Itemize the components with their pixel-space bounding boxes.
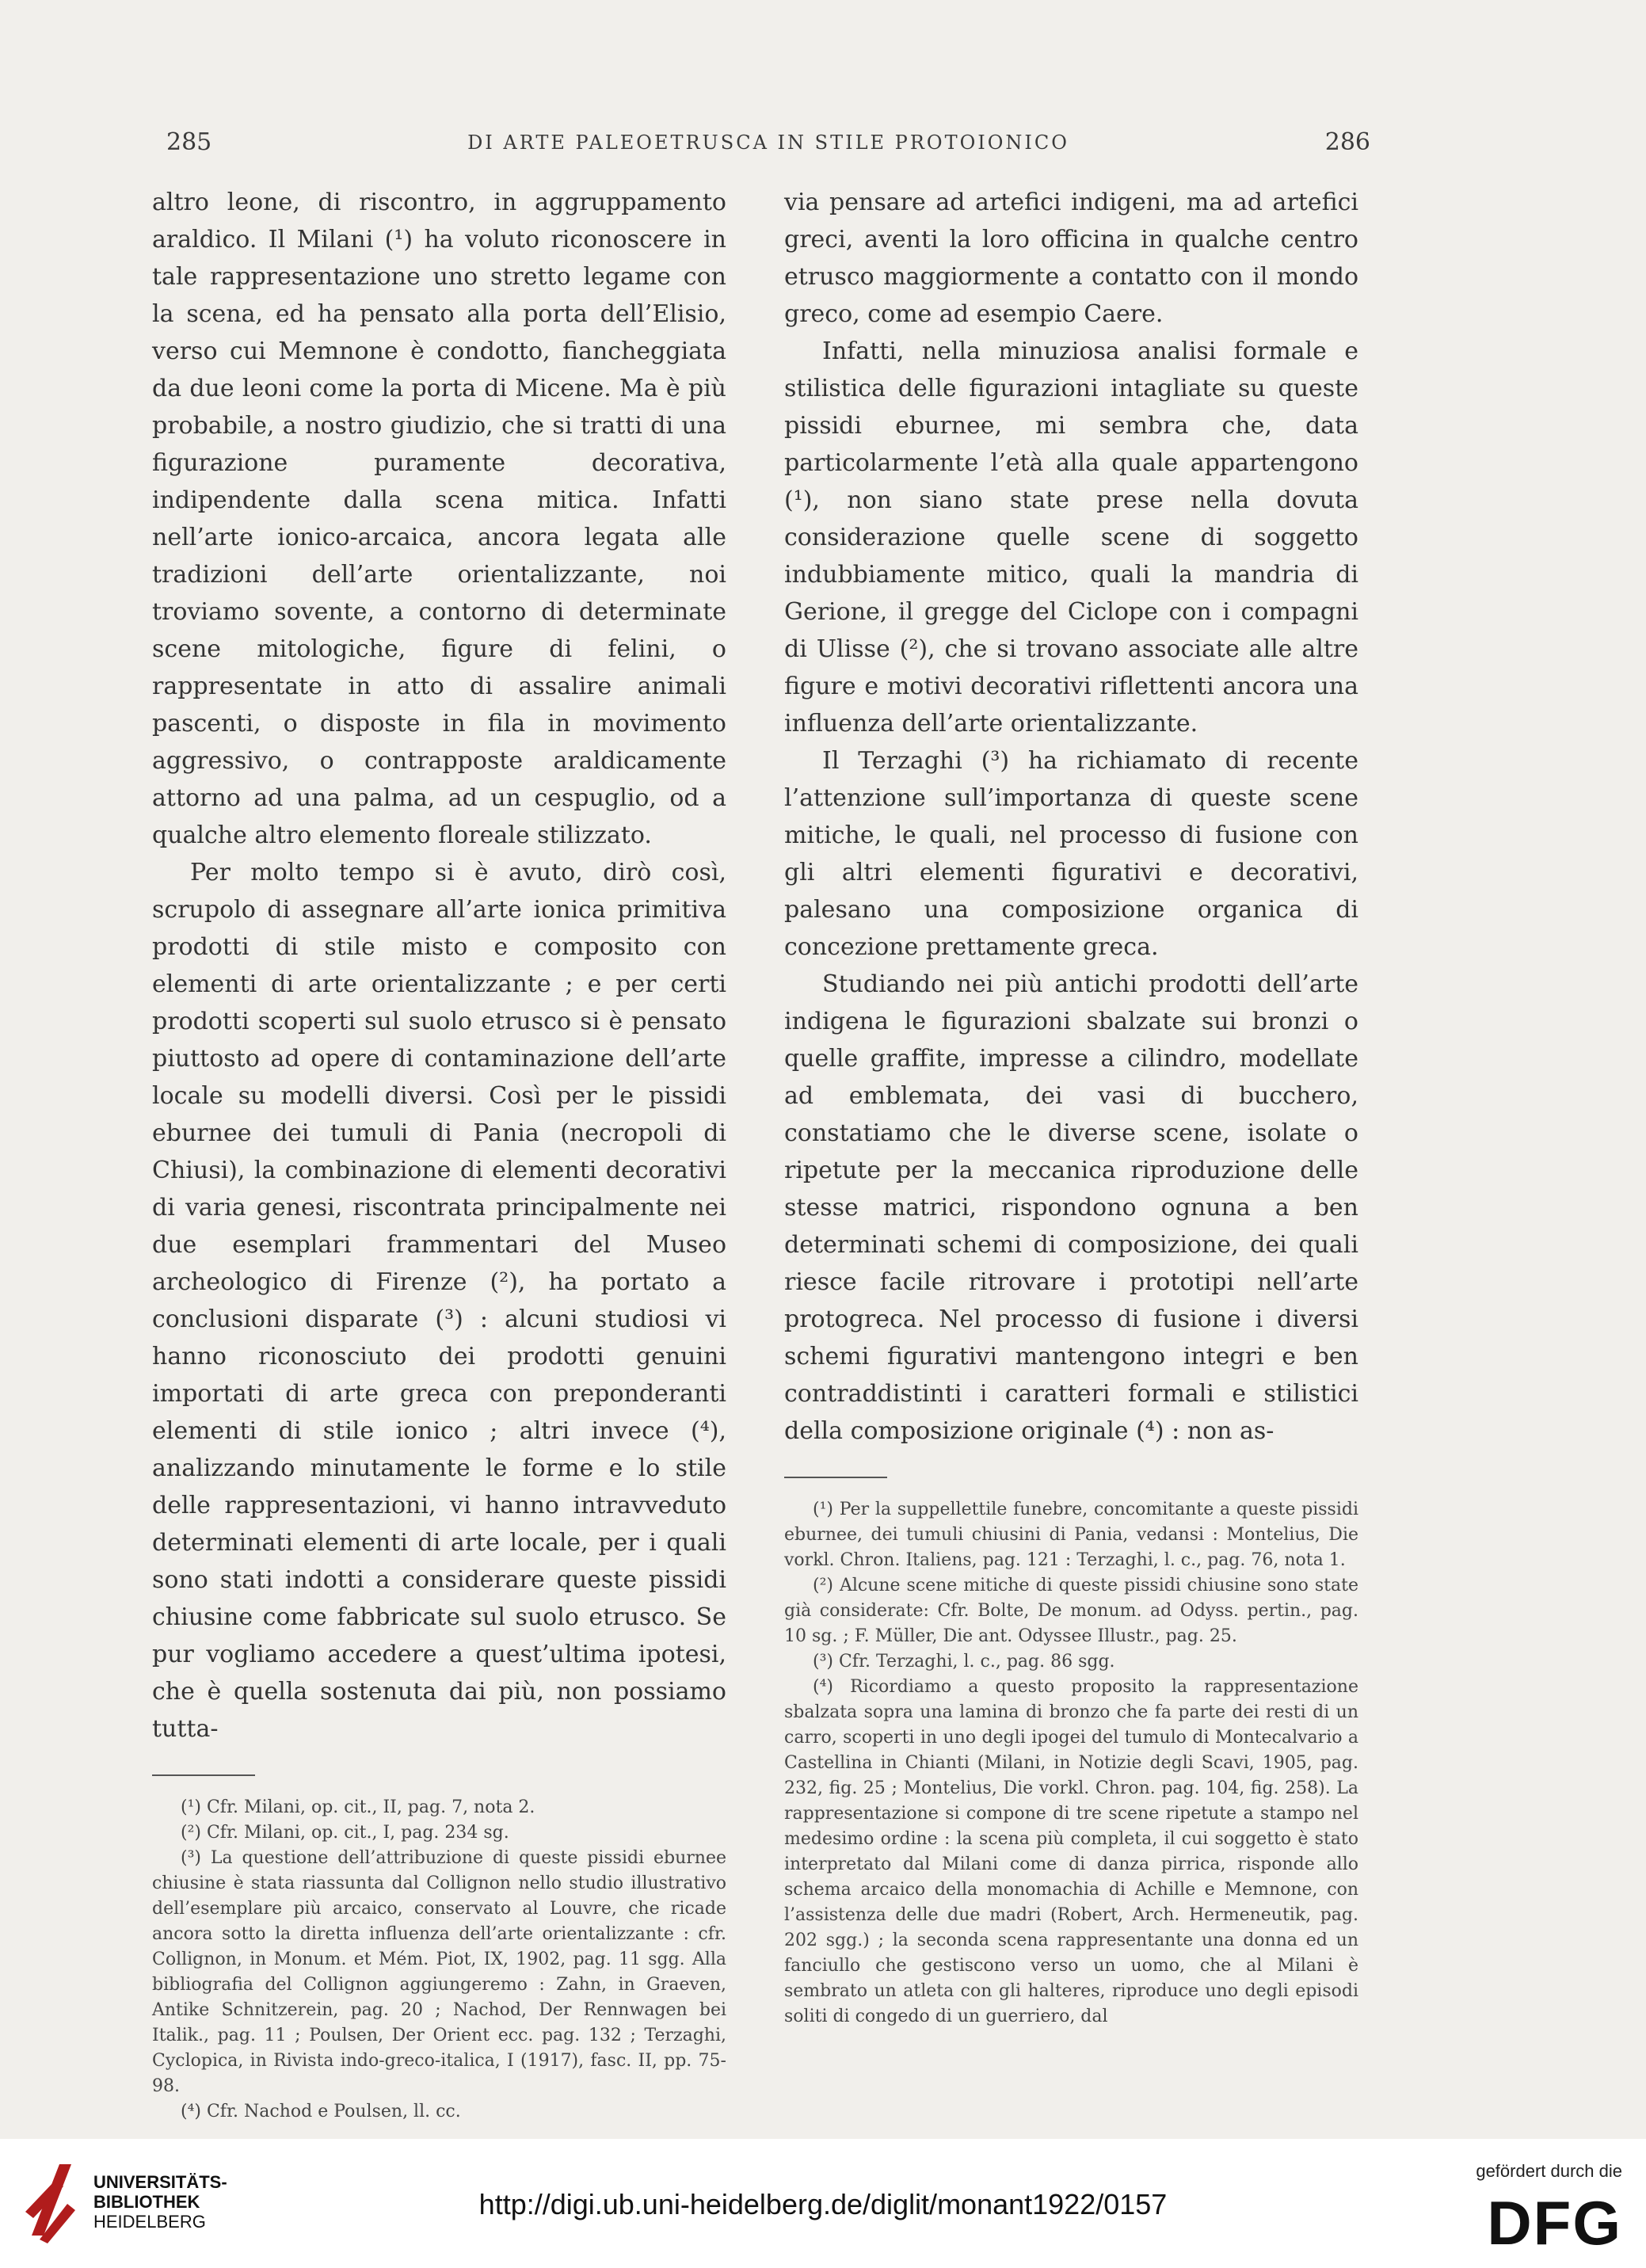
library-name: UNIVERSITÄTS- BIBLIOTHEK HEIDELBERG [93,2172,227,2232]
body-paragraph: altro leone, di riscontro, in aggruppamento araldico. Il Milani (¹) ha voluto riconoscere in tale rappresentazione uno stretto legame con la scena, ed ha pensato alla porta dell’Elisio, verso cui Memnone è condotto, fiancheggiata da due leoni come la porta di Micene. Ma è più probabile, a nostro giudizio, che si tratti di una figurazione puramente decorativa, indipendente dalla scena mitica. Infatti nell’arte ionico-arcaica, ancora legata alle tradizioni dell’arte orientalizzante, noi troviamo sovente, a contorno di determinate scene mitologiche, figure di felini, o rappresentate in atto di assalire animali pascenti, o disposte in fila in movimento aggressivo, o contrapposte araldicamente attorno ad una palma, ad un cespuglio, od a qualche altro elemento floreale stilizzato. [152,189,726,849]
footnote: (³) La questione dell’attribuzione di queste pissidi eburnee chiusine è stata riassunta dal Collignon nello studio illustrativo dell’esemplare più arcaico, conservato al Louvre, che ricade ancora sotto la diretta influenza dell’arte orientalizzante : cfr. Collignon, in Monum. et Mém. Piot, IX, 1902, pag. 11 sgg. Alla bibliografia del Collignon aggiungeremo : Zahn, in Graeven, Antike Schnitzerein, pag. 20 ; Nachod, Der Rennwagen bei Italik., pag. 11 ; Poulsen, Der Orient ecc. pag. 132 ; Terzaghi, Cyclopica, in Rivista indo-greco-italica, I (1917), fasc. II, pp. 75-98. [152,1848,726,2096]
footnote: (¹) Cfr. Milani, op. cit., II, pag. 7, nota 2. [181,1797,535,1817]
running-title: DI ARTE PALEOETRUSCA IN STILE PROTOIONICO [467,132,1069,154]
digitization-footer [0,2139,1646,2268]
page-header [166,128,1370,168]
body-paragraph: Infatti, nella minuziosa analisi formale e stilistica delle figurazioni intagliate su queste pissidi eburnee, mi sembra che, data particolarmente l’età alla quale appartengono (¹), non siano state prese nella dovuta considerazione quelle scene di soggetto indubbiamente mitico, quali la mandria di Gerione, il gregge del Ciclope con i compagni di Ulisse (²), che si trovano associate alle altre figure e motivi decorativi riflettenti ancora una influenza dell’arte orientalizzante. [784,337,1358,738]
body-paragraph: Per molto tempo si è avuto, dirò così, scrupolo di assegnare all’arte ionica primitiva prodotti di stile misto e composito con elementi di arte orientalizzante ; e per certi prodotti scoperti sul suolo etrusco si è pensato piuttosto ad opere di contaminazione dell’arte locale su modelli diversi. Così per le pissidi eburnee dei tumuli di Pania (necropoli di Chiusi), la combinazione di elementi decorativi di varia genesi, riscontrata principalmente nei due esemplari frammentari del Museo archeologico di Firenze (²), ha portato a conclusioni disparate (³) : alcuni studiosi vi hanno riconosciuto dei prodotti genuini importati di arte greca con preponderanti elementi di stile ionico ; altri invece (⁴), analizzando minutamente le forme e lo stile delle rappresentazioni, vi hanno intravveduto determinati elementi di arte locale, per i quali sono stati indotti a considerare queste pissidi chiusine come fabbricate sul suolo etrusco. Se pur vogliamo accedere a quest’ultima ipotesi, che è quella sostenuta dai più, non possiamo tutta- [152,859,726,1743]
page-number-right: 286 [1324,128,1370,156]
source-url-link[interactable]: http://digi.ub.uni-heidelberg.de/diglit/monant1922/0157 [478,2188,1168,2220]
footnote-divider [784,1477,887,1478]
body-paragraph: Il Terzaghi (³) ha richiamato di recente l’attenzione sull’importanza di queste scene mitiche, le quali, nel processo di fusione con gli altri elementi figurativi e decorativi, palesano una composizione organica di concezione prettamente greca. [784,747,1358,961]
funding-label: gefördert durch die [1476,2161,1622,2181]
left-column [152,184,726,2125]
footnote: (¹) Per la suppellettile funebre, concomitante a queste pissidi eburnee, dei tumuli chiusini di Pania, vedansi : Montelius, Die vorkl. Chron. Italiens, pag. 121 : Terzaghi, l. c., pag. 76, nota 1. [784,1500,1358,1570]
footnote: (⁴) Cfr. Nachod e Poulsen, ll. cc. [181,2102,461,2121]
dfg-logo: DFG [1487,2188,1622,2258]
footnotes [784,1497,1358,2030]
footnote-divider [152,1774,255,1776]
body-paragraph: via pensare ad artefici indigeni, ma ad artefici greci, aventi la loro officina in qualche centro etrusco maggiormente a contatto con il mondo greco, come ad esempio Caere. [784,189,1358,328]
footnotes [152,1795,726,2125]
body-paragraph: Studiando nei più antichi prodotti dell’arte indigena le figurazioni sbalzate sui bronzi o quelle graffite, impresse a cilindro, modellate ad emblemata, dei vasi di bucchero, constatiamo che le diverse scene, isolate o ripetute per la meccanica riproduzione delle stesse matrici, rispondono ognuna a ben determinati schemi di composizione, dei quali riesce facile ritrovare i prototipi nell’arte protogreca. Nel processo di fusione i diversi schemi figurativi mantengono integri e ben contraddistinti i caratteri formali e stilistici della composizione originale (⁴) : non as- [784,970,1358,1445]
footnote: (²) Cfr. Milani, op. cit., I, pag. 234 sg. [181,1823,509,1843]
right-column [784,184,1358,2030]
footnote: (⁴) Ricordiamo a questo proposito la rappresentazione sbalzata sopra una lamina di bronzo che fa parte dei resti di un carro, scoperti in uno degli ipogei del tumulo di Montecalvario a Castellina in Chianti (Milani, in Notizie degli Scavi, 1905, pag. 232, fig. 25 ; Montelius, Die vorkl. Chron. pag. 104, fig. 258). La rappresentazione si compone di tre scene ripetute a stampo nel medesimo ordine : la scena più completa, il cui soggetto è stato interpretato dal Milani come di danza pirrica, risponde allo schema arcaico della monomachia di Achille e Memnone, con l’assistenza delle due madri (Robert, Arch. Hermeneutik, pag. 202 sgg.) ; la seconda scena rappresentante una donna ed un fanciullo che gestiscono verso un uomo, che al Milani è sembrato un atleta con gli halteres, riproduce uno degli episodi soliti di congedo di un guerriero, dal [784,1677,1358,2026]
page-number-left: 285 [166,128,212,156]
footnote: (²) Alcune scene mitiche di queste pissidi chiusine sono state già considerate: Cfr. Bolte, De monum. ad Odyss. pertin., pag. 10 sg. ; F. Müller, Die ant. Odyssee Illustr., pag. 25. [784,1576,1358,1646]
footnote: (³) Cfr. Terzaghi, l. c., pag. 86 sgg. [813,1652,1115,1671]
